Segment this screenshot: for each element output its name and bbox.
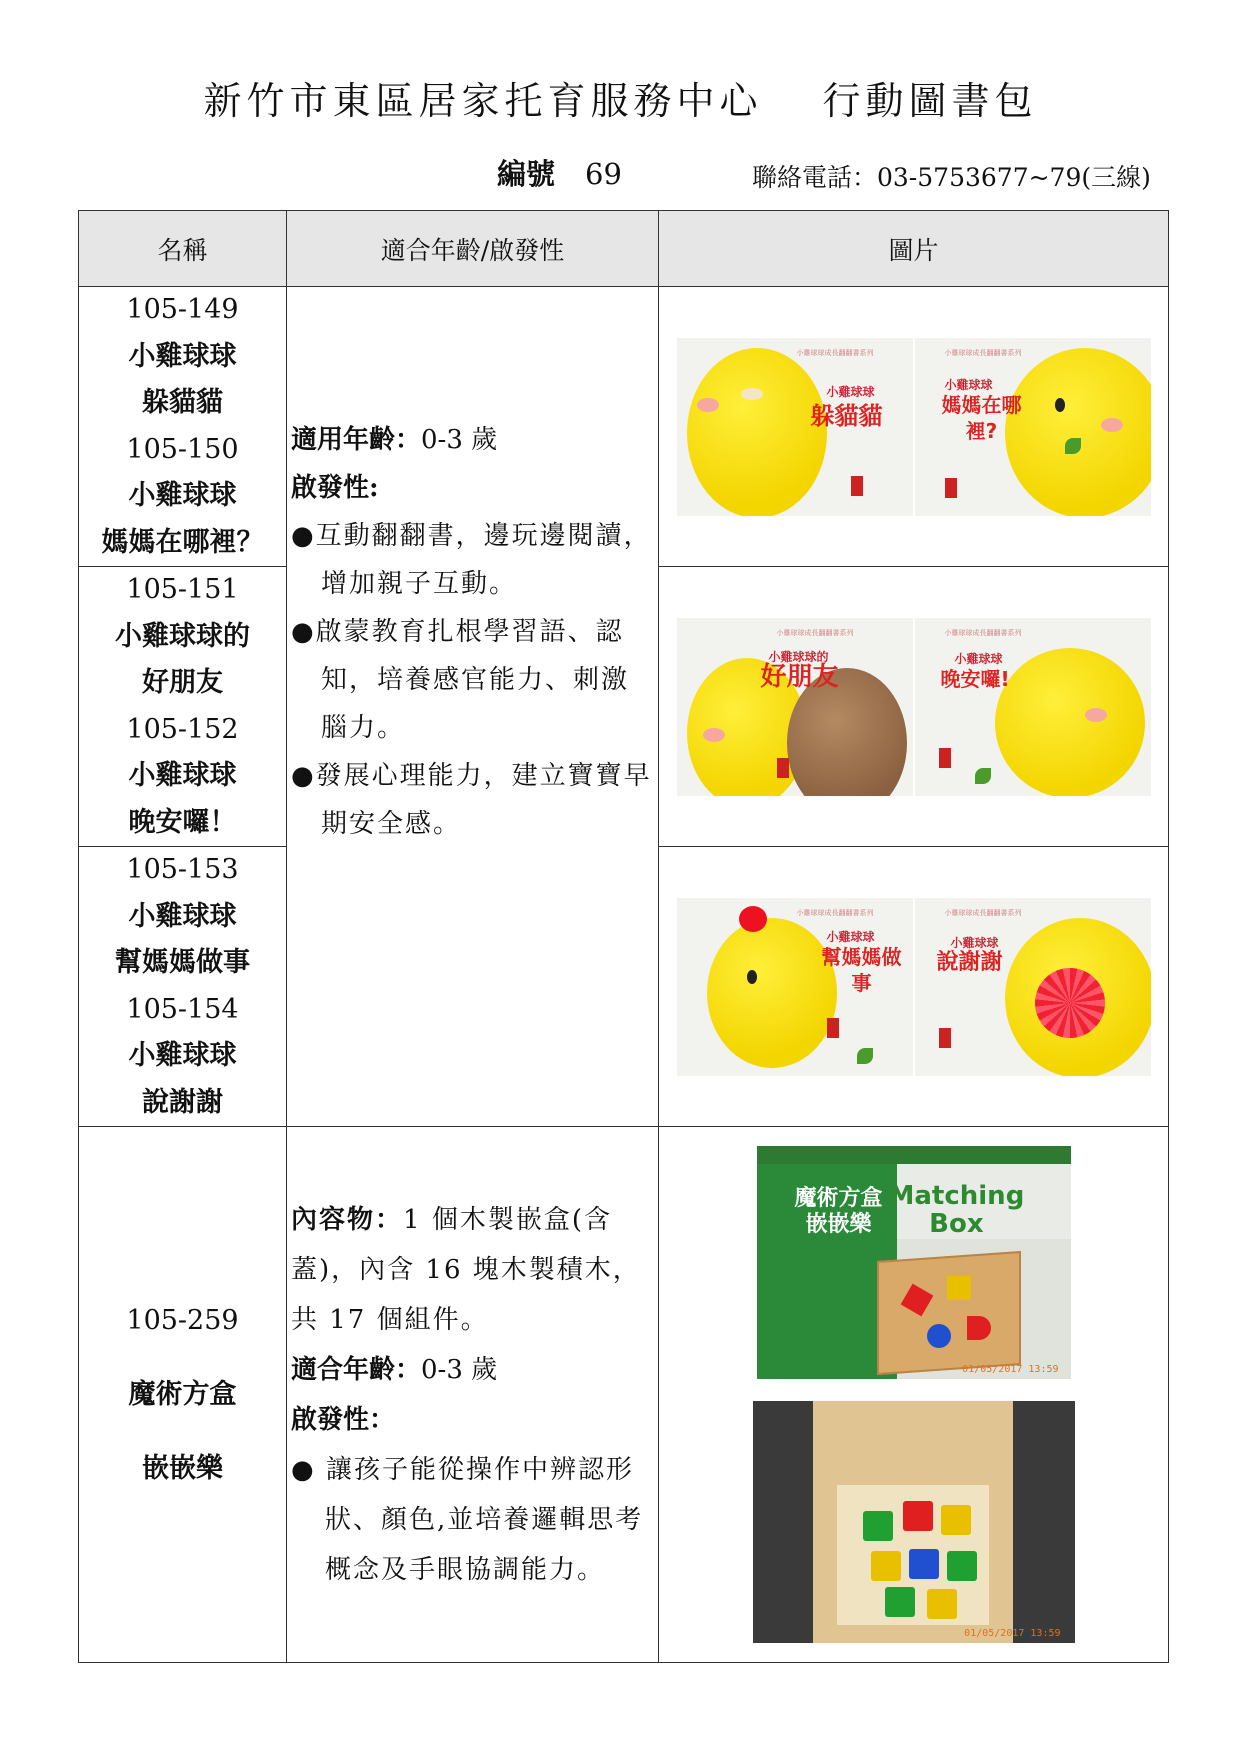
- photo-timestamp: 01/05/2017 13:59: [962, 1364, 1059, 1375]
- age-value: 0-3 歲: [421, 1354, 498, 1385]
- book-cover: [915, 898, 1151, 1076]
- book-cover: [677, 338, 913, 516]
- item-code: 105-150: [126, 433, 239, 465]
- item-name: 小雞球球: [128, 480, 237, 511]
- item-name: 小雞球球的: [115, 620, 250, 652]
- toy-inside-photo: [753, 1401, 1075, 1643]
- cover-series: 小雞球球成長翻翻書系列: [944, 348, 1022, 357]
- name-cell: [79, 567, 287, 847]
- phone-field: 聯絡電話：03-5753677~79(三線): [752, 163, 1151, 192]
- item-code: 105-154: [126, 993, 239, 1025]
- item-name: 嵌嵌樂: [142, 1452, 223, 1484]
- item-code: 105-153: [126, 854, 239, 885]
- page-title: [0, 70, 1241, 125]
- item-name: 幫媽媽做事: [115, 947, 250, 978]
- cover-subtitle: 小雞球球的: [768, 649, 829, 664]
- cover-title: 說謝謝: [936, 949, 1003, 975]
- age-label: 適合年齡：: [291, 1354, 422, 1385]
- desc-cell: [287, 287, 659, 1127]
- age-label: 適用年齡：: [291, 424, 422, 455]
- name-cell: [79, 287, 287, 567]
- bullet-item: ●發展心理能力，建立寶寶早期安全感。: [291, 760, 652, 839]
- item-name: 媽媽在哪裡？: [101, 526, 264, 558]
- item-code: 105-152: [126, 713, 239, 745]
- cover-series: 小雞球球成長翻翻書系列: [944, 908, 1022, 917]
- cover-title: 好朋友: [760, 661, 839, 692]
- item-name: 小雞球球: [128, 900, 237, 932]
- book-table: [78, 210, 1169, 1663]
- item-name: 魔術方盒: [128, 1378, 237, 1410]
- inspire-label: 啟發性：: [291, 1404, 396, 1435]
- bullet-item: ●互動翻翻書，邊玩邊閱讀，增加親子互動。: [291, 520, 652, 599]
- desc-cell: [287, 1127, 659, 1663]
- item-name: 小雞球球: [128, 1040, 237, 1071]
- contents-label: 內容物：: [291, 1204, 404, 1235]
- inspire-label: 啟發性:: [291, 472, 379, 503]
- item-name: 小雞球球: [128, 340, 237, 372]
- toy-box-english: Matching Box: [888, 1181, 1025, 1239]
- cover-series: 小雞球球成長翻翻書系列: [944, 628, 1022, 637]
- picture-cell: [659, 1127, 1169, 1663]
- item-code: 105-149: [126, 294, 239, 325]
- photo-timestamp: 01/05/2017 13:59: [964, 1628, 1061, 1639]
- item-name: 說謝謝: [142, 1086, 223, 1118]
- table-row: [79, 287, 1169, 567]
- name-cell: [79, 847, 287, 1127]
- picture-cell: [659, 287, 1169, 567]
- item-name: 晚安囉！: [128, 806, 237, 838]
- header-name: 名稱: [79, 211, 287, 287]
- header-age: 適合年齡/啟發性: [287, 211, 659, 287]
- cover-series: 小雞球球成長翻翻書系列: [796, 348, 874, 357]
- cover-title: 晚安囉!: [940, 666, 1010, 691]
- number-field: [497, 152, 622, 193]
- toy-box-photo: [757, 1146, 1071, 1379]
- bullet-item: ●啟蒙教育扎根學習語、認知，培養感官能力、刺激腦力。: [291, 616, 630, 743]
- item-name: 小雞球球: [128, 760, 237, 791]
- cover-series: 小雞球球成長翻翻書系列: [796, 908, 874, 917]
- cover-title: 躲貓貓: [810, 401, 883, 430]
- header-row: [79, 211, 1169, 287]
- cover-title: 媽媽在哪裡?: [941, 392, 1022, 443]
- cover-subtitle: 小雞球球: [954, 651, 1003, 666]
- name-cell: [79, 1127, 287, 1663]
- header-picture: 圖片: [659, 211, 1169, 287]
- book-cover: [915, 338, 1151, 516]
- contents-value: 1 個木製嵌盒(含蓋)，內含 16 塊木製積木，共 17 個組件。: [291, 1204, 641, 1335]
- age-value: 0-3 歲: [421, 424, 498, 455]
- cover-title: 幫媽媽做事: [821, 944, 902, 995]
- picture-cell: [659, 567, 1169, 847]
- number-label: 編號: [497, 157, 556, 191]
- item-name: 躲貓貓: [142, 387, 223, 418]
- bullet-item: ● 讓孩子能從操作中辨認形狀、顏色,並培養邏輯思考概念及手眼協調能力。: [291, 1454, 644, 1585]
- book-cover: [677, 618, 913, 796]
- item-code: 105-259: [126, 1304, 239, 1336]
- toy-box-title: 魔術方盒 嵌嵌樂: [794, 1186, 883, 1237]
- item-name: 好朋友: [142, 667, 223, 698]
- number-value: 69: [585, 157, 622, 191]
- cover-series: 小雞球球成長翻翻書系列: [776, 628, 854, 637]
- bag-name: 行動圖書包: [822, 79, 1038, 123]
- item-code: 105-151: [126, 574, 239, 605]
- picture-cell: [659, 847, 1169, 1127]
- cover-subtitle: 小雞球球: [950, 935, 999, 950]
- cover-subtitle: 小雞球球: [826, 384, 875, 399]
- center-name: 新竹市東區居家托育服務中心: [203, 79, 763, 123]
- cover-subtitle: 小雞球球: [826, 929, 875, 944]
- table-row: [79, 1127, 1169, 1663]
- book-cover: [677, 898, 913, 1076]
- cover-subtitle: 小雞球球: [944, 377, 993, 392]
- book-cover: [915, 618, 1151, 796]
